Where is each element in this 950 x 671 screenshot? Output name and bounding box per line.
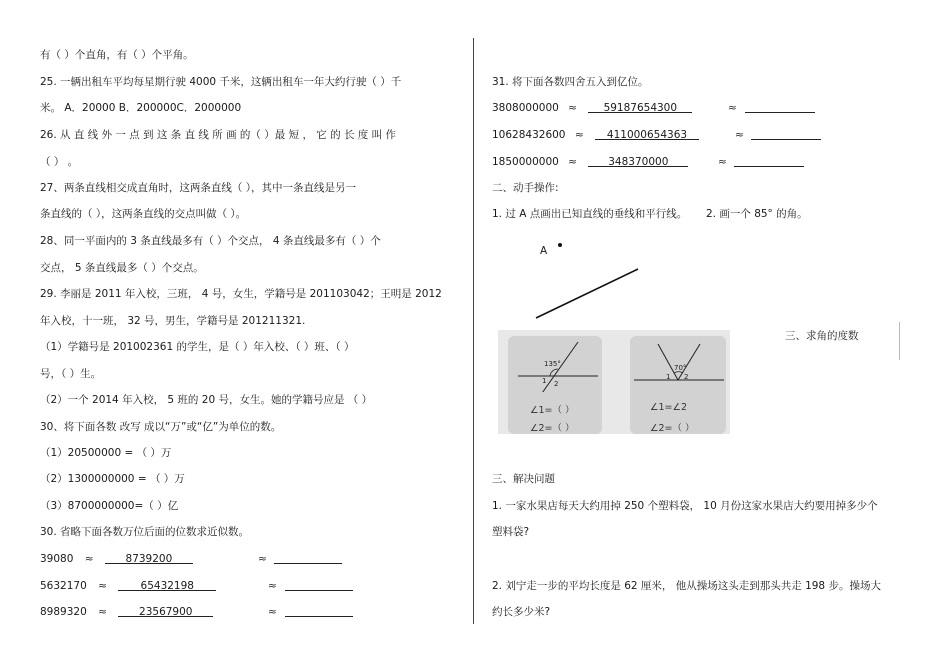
right-edge-mark bbox=[899, 322, 900, 360]
figure-1-eq1: ∠1=（ ） bbox=[530, 405, 575, 416]
round-second-sign-1: ≈ bbox=[728, 102, 737, 114]
left-line-4: 26. 从 直 线 外 一 点 到 这 条 直 线 所 画 的（ ）最 短 ， 它 的 长 度 叫 作 bbox=[40, 129, 396, 141]
problem-2-line-2: 约长多少米? bbox=[492, 606, 551, 618]
left-line-16: （1）20500000 = （ ）万 bbox=[40, 447, 172, 459]
figure-1-angle: 135° bbox=[544, 360, 561, 368]
approx-sign: ≈ bbox=[98, 606, 107, 618]
left-line-2: 25. 一辆出租车平均每星期行驶 4000 千米，这辆出租车一年大约行驶（ ）千 bbox=[40, 76, 402, 88]
written-answer: 411000654363 bbox=[606, 129, 688, 141]
approx-second-blank-2[interactable] bbox=[285, 579, 353, 591]
left-line-5: （ ） 。 bbox=[40, 156, 79, 168]
figure-2-eq2: ∠2=（ ） bbox=[650, 423, 695, 434]
figure-1-n2: 2 bbox=[554, 380, 559, 388]
left-line-17: （2）1300000000 = （ ）万 bbox=[40, 473, 185, 485]
column-divider bbox=[473, 38, 474, 624]
figure-1-n1: 1 bbox=[542, 377, 547, 385]
approx-second-sign-2: ≈ bbox=[268, 580, 277, 592]
approx-sign: ≈ bbox=[568, 156, 577, 168]
left-line-11: 年入校，十一班， 32 号，男生，学籍号是 201211321. bbox=[40, 315, 306, 327]
round-second-sign-3: ≈ bbox=[718, 156, 727, 168]
figure-1-eq2: ∠2=（ ） bbox=[530, 423, 575, 434]
round-second-blank-2[interactable] bbox=[751, 128, 821, 140]
round-number: 1850000000 bbox=[492, 156, 559, 168]
approx-answer-blank[interactable] bbox=[105, 552, 193, 564]
problem-1-line-1: 1. 一家水果店每天大约用掉 250 个塑料袋， 10 月份这家水果店大约要用掉多少个 bbox=[492, 500, 878, 512]
round-number: 10628432600 bbox=[492, 129, 566, 141]
round-answer-blank[interactable] bbox=[595, 128, 699, 140]
q31-title: 31. 将下面各数四舍五入到亿位。 bbox=[492, 76, 649, 88]
approx-sign: ≈ bbox=[574, 129, 584, 141]
left-line-8: 28、同一平面内的 3 条直线最多有（ ）个交点， 4 条直线最多有（ ）个 bbox=[40, 235, 381, 247]
section-solve-title: 三、解决问题 bbox=[492, 473, 555, 485]
problem-1-line-2: 塑料袋? bbox=[492, 526, 530, 538]
figure-2-n2: 2 bbox=[684, 373, 689, 381]
section-operation-title: 二、动手操作: bbox=[492, 182, 559, 194]
written-answer: 8739200 bbox=[125, 553, 173, 565]
left-line-3: 米。 A．20000 B．200000C．2000000 bbox=[40, 102, 242, 114]
given-line bbox=[536, 269, 638, 318]
written-answer: 23567900 bbox=[139, 606, 193, 618]
round-second-blank-3[interactable] bbox=[734, 155, 804, 167]
figure-2-panel bbox=[630, 336, 726, 434]
left-line-12: （1）学籍号是 201002361 的学生，是（ ）年入校、（ ）班、（ ） bbox=[40, 341, 355, 353]
approx-row-3 bbox=[40, 605, 213, 619]
written-answer: 59187654300 bbox=[603, 102, 678, 114]
round-second-blank-1[interactable] bbox=[745, 101, 815, 113]
approx-number: 8989320 bbox=[40, 606, 87, 618]
approx-number: 5632170 bbox=[40, 580, 87, 592]
approx-row-2 bbox=[40, 579, 216, 593]
approx-answer-blank[interactable] bbox=[118, 579, 216, 591]
left-line-18: （3）8700000000=（ ）亿 bbox=[40, 500, 179, 512]
written-answer: 348370000 bbox=[608, 156, 669, 168]
left-line-9: 交点， 5 条直线最多（ ）个交点。 bbox=[40, 262, 204, 274]
figure-2-angle: 70° bbox=[674, 364, 687, 372]
problem-2-line-1: 2. 刘宁走一步的平均长度是 62 厘米， 他从操场这头走到那头共走 198 步。操场大 bbox=[492, 580, 881, 592]
round-row-2 bbox=[492, 128, 699, 142]
section-angles-title: 三、求角的度数 bbox=[785, 330, 859, 342]
round-number: 3808000000 bbox=[492, 102, 559, 114]
written-answer: 65432198 bbox=[140, 580, 194, 592]
approx-sign: ≈ bbox=[84, 553, 94, 565]
approx-sign: ≈ bbox=[98, 580, 107, 592]
round-answer-blank[interactable] bbox=[588, 101, 692, 113]
approx-answer-blank[interactable] bbox=[118, 605, 213, 617]
approx-number: 39080 bbox=[40, 553, 74, 565]
figure-2-n1: 1 bbox=[666, 373, 671, 381]
approx-second-sign-1: ≈ bbox=[258, 553, 267, 565]
operation-task-1: 1. 过 A 点画出已知直线的垂线和平行线。 bbox=[492, 208, 688, 220]
given-line-diagram bbox=[530, 238, 650, 324]
round-row-1 bbox=[492, 101, 692, 115]
point-a-dot bbox=[558, 243, 562, 247]
left-line-10: 29. 李丽是 2011 年入校，三班， 4 号，女生，学籍号是 201103042；王明是 2012 bbox=[40, 288, 442, 300]
figure-2-eq1: ∠1=∠2 bbox=[650, 402, 688, 413]
angle-figures-box bbox=[498, 330, 730, 434]
approx-second-blank-1[interactable] bbox=[274, 552, 342, 564]
figure-1-panel bbox=[508, 336, 602, 434]
left-line-13: 号，（ ）生。 bbox=[40, 368, 102, 380]
left-line-6: 27、两条直线相交成直角时，这两条直线（ ），其中一条直线是另一 bbox=[40, 182, 356, 194]
approx-row-1 bbox=[40, 552, 193, 566]
left-line-1: 有（ ）个直角，有（ ）个平角。 bbox=[40, 49, 194, 61]
approx-second-blank-3[interactable] bbox=[285, 605, 353, 617]
approx-sign: ≈ bbox=[568, 102, 577, 114]
left-line-7: 条直线的（ ），这两条直线的交点叫做（ ）。 bbox=[40, 208, 247, 220]
left-line-19: 30. 省略下面各数万位后面的位数求近似数。 bbox=[40, 526, 250, 538]
operation-task-2: 2. 画一个 85° 的角。 bbox=[706, 208, 808, 220]
round-answer-blank[interactable] bbox=[588, 155, 688, 167]
round-row-3 bbox=[492, 155, 688, 169]
round-second-sign-2: ≈ bbox=[735, 129, 744, 141]
approx-second-sign-3: ≈ bbox=[268, 606, 277, 618]
point-a-label: A bbox=[540, 245, 548, 257]
left-line-14: （2）一个 2014 年入校， 5 班的 20 号，女生。她的学籍号应是 （ ） bbox=[40, 394, 373, 406]
left-line-15: 30、将下面各数 改写 成以“万”或“亿”为单位的数。 bbox=[40, 421, 282, 433]
